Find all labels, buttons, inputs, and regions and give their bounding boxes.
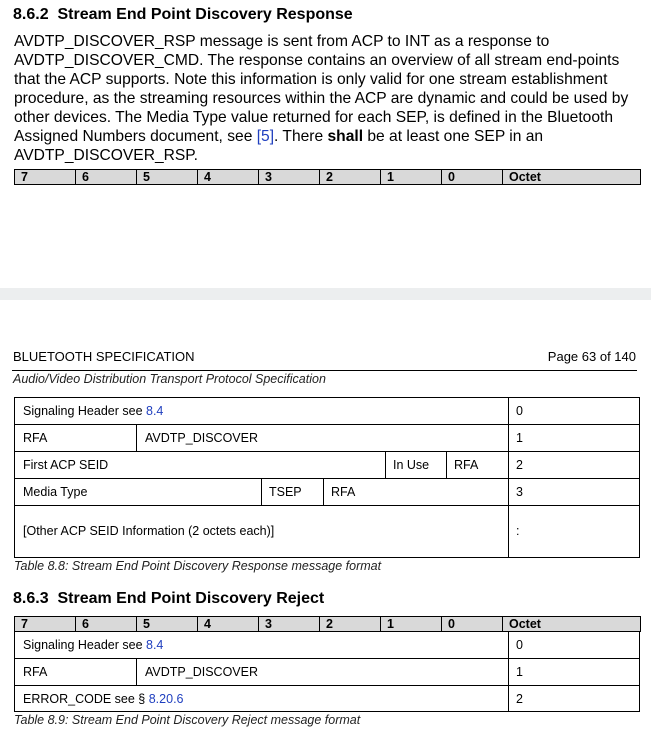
col-divider — [261, 478, 262, 505]
paragraph-text: AVDTP_DISCOVER_RSP message is sent from ACP to INT as a response to AVDTP_DISCOVER_CMD. The response contains an overview of all stream end-points that the ACP supports. Note this information is only valid for one stream establishment procedure, as the streaming resources within the ACP are dynamic and could be used by other devices. The Media Type value returned for each SEP, is defined in the Bluetooth Assigned Numbers document, see — [14, 33, 629, 145]
bit-6: 6 — [76, 617, 137, 632]
bit-4: 4 — [198, 170, 259, 185]
error-code-cell — [23, 692, 184, 706]
rfa-cell: RFA — [23, 665, 48, 679]
bit-2: 2 — [320, 170, 381, 185]
bit-0: 0 — [442, 170, 503, 185]
table-caption-8-8: Table 8.8: Stream End Point Discovery Response message format — [14, 559, 382, 573]
bit-3: 3 — [259, 617, 320, 632]
paragraph-text: . There — [274, 128, 328, 145]
rfa-cell: RFA — [331, 485, 356, 499]
signaling-header-cell — [23, 638, 163, 652]
bit-3: 3 — [259, 170, 320, 185]
row-divider — [14, 658, 640, 659]
rfa-cell: RFA — [454, 458, 479, 472]
table-caption-8-9: Table 8.9: Stream End Point Discovery Reject message format — [14, 713, 361, 727]
row-divider — [14, 685, 640, 686]
signaling-header-cell — [23, 404, 163, 418]
page-break — [0, 288, 651, 300]
first-acp-seid-cell: First ACP SEID — [23, 458, 109, 472]
bit-6: 6 — [76, 170, 137, 185]
section-title: Stream End Point Discovery Response — [57, 6, 353, 23]
col-divider — [385, 451, 386, 478]
col-divider — [323, 478, 324, 505]
octet-value: 0 — [516, 404, 523, 418]
bit-7: 7 — [15, 617, 76, 632]
bit-2: 2 — [320, 617, 381, 632]
discover-cell: AVDTP_DISCOVER — [145, 431, 258, 445]
octet-value: 3 — [516, 485, 523, 499]
bit-header-row — [14, 169, 641, 185]
octet-label: Octet — [503, 170, 641, 185]
section-number: 8.6.2 — [13, 6, 49, 23]
section-paragraph — [14, 32, 644, 165]
page-number: Page 63 of 140 — [547, 349, 636, 364]
cell-text: Signaling Header see — [23, 404, 146, 418]
running-header-left: BLUETOOTH SPECIFICATION — [13, 349, 195, 364]
discover-cell: AVDTP_DISCOVER — [145, 665, 258, 679]
in-use-cell: In Use — [393, 458, 430, 472]
paragraph-bold: shall — [327, 128, 364, 145]
bit-header-row — [14, 616, 641, 632]
ref-link-8-4[interactable]: 8.4 — [146, 638, 164, 652]
ref-link-8-4[interactable]: 8.4 — [146, 404, 164, 418]
cell-text: Signaling Header see — [23, 638, 146, 652]
cell-text: ERROR_CODE see § — [23, 692, 149, 706]
octet-value: 0 — [516, 638, 523, 652]
octet-value: : — [516, 524, 520, 538]
section-number: 8.6.3 — [13, 590, 49, 607]
section-title: Stream End Point Discovery Reject — [57, 590, 325, 607]
octet-label: Octet — [503, 617, 641, 632]
col-divider — [446, 451, 447, 478]
octet-value: 1 — [516, 665, 523, 679]
octet-value: 1 — [516, 431, 523, 445]
running-header-subtitle: Audio/Video Distribution Transport Protocol Specification — [13, 372, 326, 386]
reference-link-5[interactable]: [5] — [256, 128, 275, 145]
octet-divider — [508, 631, 509, 712]
row-divider — [14, 478, 640, 479]
bit-0: 0 — [442, 617, 503, 632]
octet-value: 2 — [516, 458, 523, 472]
ref-link-8-20-6[interactable]: 8.20.6 — [148, 692, 184, 706]
bit-1: 1 — [381, 170, 442, 185]
header-rule — [12, 370, 637, 371]
bit-4: 4 — [198, 617, 259, 632]
section-heading-863 — [13, 590, 324, 608]
row-divider — [14, 451, 640, 452]
octet-divider — [508, 397, 509, 558]
table-8-8 — [14, 397, 640, 558]
table-8-9 — [14, 631, 640, 712]
bit-1: 1 — [381, 617, 442, 632]
paragraph-text: be at least one SEP in an AVDTP_DISCOVER_RSP. — [14, 128, 544, 164]
bit-7: 7 — [15, 170, 76, 185]
octet-value: 2 — [516, 692, 523, 706]
row-divider — [14, 505, 640, 506]
col-divider — [136, 424, 137, 451]
rfa-cell: RFA — [23, 431, 48, 445]
bit-5: 5 — [137, 617, 198, 632]
bit-5: 5 — [137, 170, 198, 185]
other-seid-cell: [Other ACP SEID Information (2 octets each)] — [23, 524, 275, 538]
tsep-cell: TSEP — [269, 485, 302, 499]
section-heading-862 — [13, 6, 353, 24]
media-type-cell: Media Type — [23, 485, 88, 499]
row-divider — [14, 424, 640, 425]
col-divider — [136, 658, 137, 685]
